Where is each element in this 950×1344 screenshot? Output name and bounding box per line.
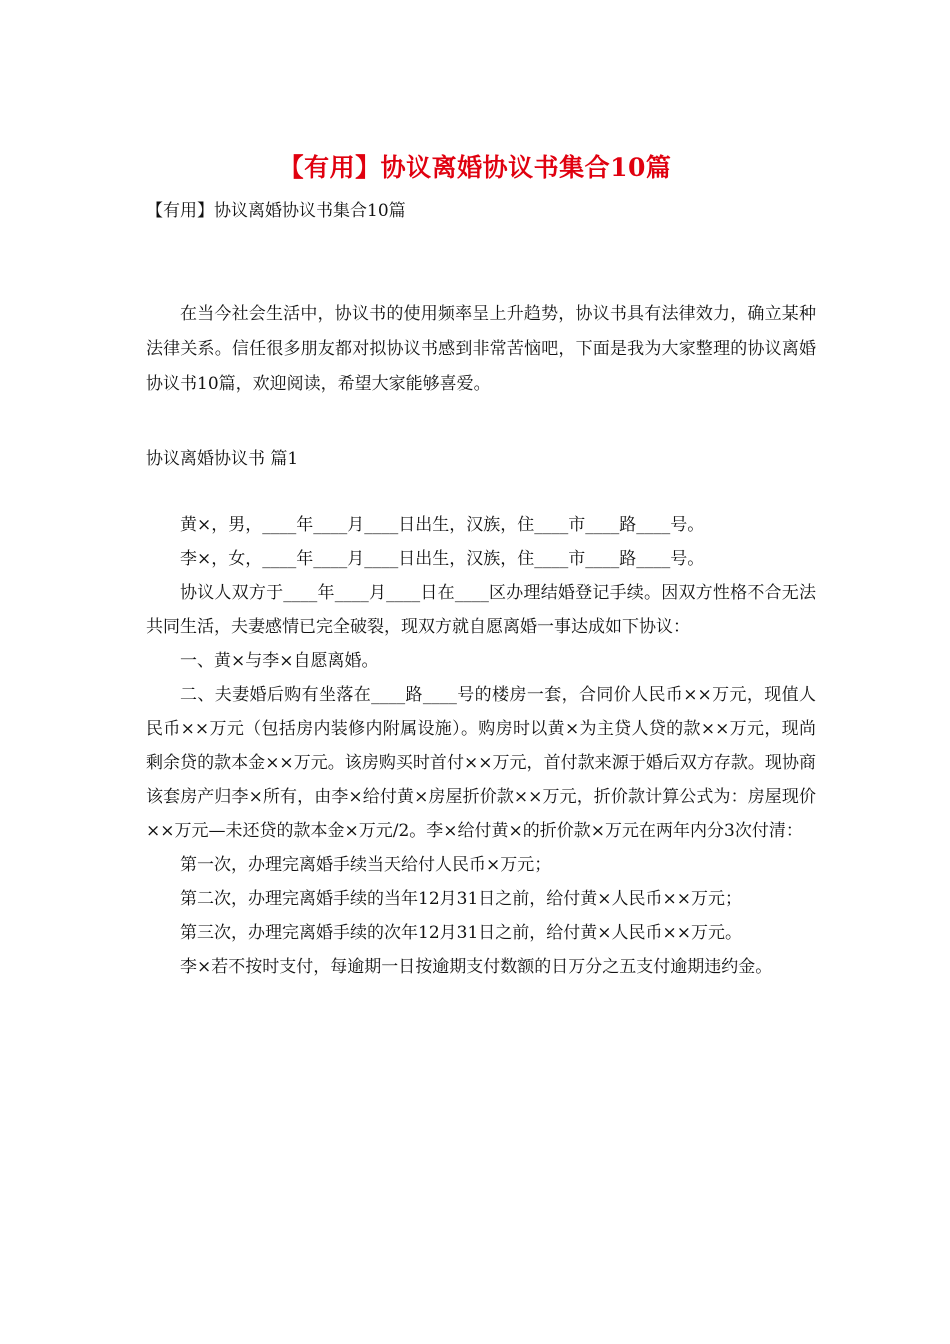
body-paragraph: 第一次，办理完离婚手续当天给付人民币×万元； <box>180 855 552 875</box>
body-paragraph: 李×，女，____年____月____日出生，汉族，住____市____路____号。 <box>180 549 705 569</box>
document-subtitle: 【有用】协议离婚协议书集合10篇 <box>146 201 406 221</box>
agreement-body <box>146 508 816 984</box>
body-paragraph: 二、夫妻婚后购有坐落在____路____号的楼房一套，合同价人民币××万元，现值人民币××万元（包括房内装修内附属设施）。购房时以黄×为主贷人贷的款××万元，现尚剩余贷的款本金××万元。该房购买时首付××万元，首付款来源于婚后双方存款。现协商该套房产归李×所有，由李×给付黄×房屋折价款××万元，折价款计算公式为：房屋现价××万元—未还贷的款本金×万元/2。李×给付黄×的折价款×万元在两年内分3次付清： <box>146 685 816 841</box>
body-paragraph: 第三次，办理完离婚手续的次年12月31日之前，给付黄×人民币××万元。 <box>180 923 742 943</box>
body-paragraph: 协议人双方于____年____月____日在____区办理结婚登记手续。因双方性格不合无法共同生活，夫妻感情已完全破裂，现双方就自愿离婚一事达成如下协议： <box>146 583 816 637</box>
body-paragraph: 李×若不按时支付，每逾期一日按逾期支付数额的日万分之五支付逾期违约金。 <box>180 957 773 977</box>
intro-paragraph: 在当今社会生活中，协议书的使用频率呈上升趋势，协议书具有法律效力，确立某种法律关系。信任很多朋友都对拟协议书感到非常苦恼吧，下面是我为大家整理的协议离婚协议书10篇，欢迎阅读，希望大家能够喜爱。 <box>146 304 816 394</box>
body-paragraph: 黄×，男，____年____月____日出生，汉族，住____市____路____号。 <box>180 515 705 535</box>
body-paragraph: 第二次，办理完离婚手续的当年12月31日之前，给付黄×人民币××万元； <box>180 889 742 909</box>
document-title: 【有用】协议离婚协议书集合10篇 <box>278 153 672 182</box>
body-paragraph: 一、黄×与李×自愿离婚。 <box>180 651 379 671</box>
section-heading: 协议离婚协议书 篇1 <box>146 449 299 469</box>
